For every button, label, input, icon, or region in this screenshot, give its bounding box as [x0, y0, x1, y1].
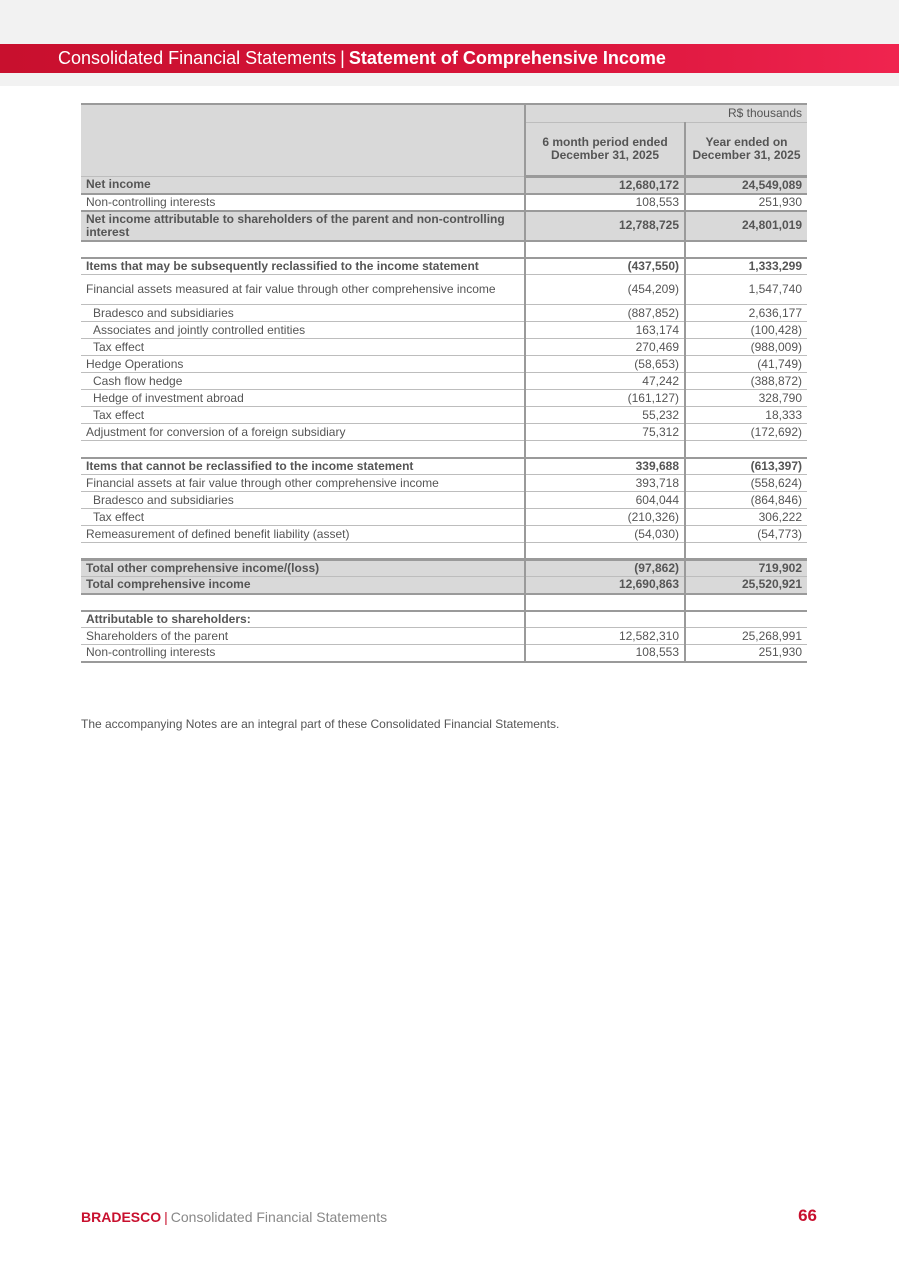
row-value-6m: (161,127)	[525, 390, 685, 407]
row-value-6m: 47,242	[525, 373, 685, 390]
table-row	[81, 628, 807, 645]
row-label: Tax effect	[81, 509, 525, 526]
row-value-year: (558,624)	[685, 475, 807, 492]
spacer-row	[81, 543, 807, 560]
table-row	[81, 424, 807, 441]
row-value-year: 1,547,740	[685, 275, 807, 305]
row-label: Total other comprehensive income/(loss)	[81, 560, 525, 577]
row-label: Total comprehensive income	[81, 577, 525, 594]
row-value-year: (54,773)	[685, 526, 807, 543]
row-value-year: (988,009)	[685, 339, 807, 356]
row-value-6m: (97,862)	[525, 560, 685, 577]
row-value-year: 306,222	[685, 509, 807, 526]
row-label: Net income attributable to shareholders of the parent and non-controlling interest	[81, 211, 525, 241]
table-row	[81, 356, 807, 373]
row-value-6m: 12,582,310	[525, 628, 685, 645]
row-label: Hedge Operations	[81, 356, 525, 373]
row-value-year: (172,692)	[685, 424, 807, 441]
header-bar	[0, 44, 899, 73]
row-label: Remeasurement of defined benefit liability (asset)	[81, 526, 525, 543]
row-value-year: (100,428)	[685, 322, 807, 339]
footer	[81, 1209, 387, 1225]
page-number: 66	[798, 1206, 817, 1225]
row-value-year	[685, 611, 807, 628]
row-value-6m: 12,690,863	[525, 577, 685, 594]
table-row	[81, 407, 807, 424]
row-value-year: (864,846)	[685, 492, 807, 509]
row-value-year: 25,268,991	[685, 628, 807, 645]
table-row	[81, 645, 807, 662]
row-label: Cash flow hedge	[81, 373, 525, 390]
row-label: Items that cannot be reclassified to the income statement	[81, 458, 525, 475]
row-value-year: 1,333,299	[685, 258, 807, 275]
table-row	[81, 458, 807, 475]
row-value-year: 25,520,921	[685, 577, 807, 594]
table-row	[81, 322, 807, 339]
row-label: Bradesco and subsidiaries	[81, 492, 525, 509]
row-value-6m: (58,653)	[525, 356, 685, 373]
table-row	[81, 611, 807, 628]
row-value-6m: (887,852)	[525, 305, 685, 322]
row-value-year: 2,636,177	[685, 305, 807, 322]
table-row	[81, 390, 807, 407]
row-value-6m: 12,680,172	[525, 177, 685, 194]
table-row	[81, 275, 807, 305]
spacer-row	[81, 594, 807, 611]
header-title: Consolidated Financial Statements	[58, 48, 337, 68]
row-value-6m: 108,553	[525, 194, 685, 211]
row-value-6m: 393,718	[525, 475, 685, 492]
row-value-6m	[525, 611, 685, 628]
row-value-year: 251,930	[685, 194, 807, 211]
col1-header: 6 month period ended December 31, 2025	[525, 123, 685, 177]
footer-text: Consolidated Financial Statements	[170, 1209, 388, 1225]
row-label: Financial assets measured at fair value through other comprehensive income	[81, 275, 525, 305]
row-value-6m: 55,232	[525, 407, 685, 424]
table-row	[81, 339, 807, 356]
row-label: Items that may be subsequently reclassified to the income statement	[81, 258, 525, 275]
col2-header: Year ended on December 31, 2025	[685, 123, 807, 177]
row-label: Attributable to shareholders:	[81, 611, 525, 628]
row-label: Hedge of investment abroad	[81, 390, 525, 407]
row-value-6m: 270,469	[525, 339, 685, 356]
unit-header-row	[81, 104, 807, 123]
row-value-6m: (454,209)	[525, 275, 685, 305]
top-band	[0, 0, 899, 86]
header-subtitle: Statement of Comprehensive Income	[348, 48, 666, 68]
row-label: Financial assets at fair value through other comprehensive income	[81, 475, 525, 492]
row-value-6m: 163,174	[525, 322, 685, 339]
row-label: Non-controlling interests	[81, 194, 525, 211]
row-value-6m: 339,688	[525, 458, 685, 475]
row-label: Bradesco and subsidiaries	[81, 305, 525, 322]
row-label: Net income	[81, 177, 525, 194]
row-value-6m: (437,550)	[525, 258, 685, 275]
spacer-row	[81, 241, 807, 258]
table-row	[81, 373, 807, 390]
row-value-year: (388,872)	[685, 373, 807, 390]
row-label: Tax effect	[81, 339, 525, 356]
row-label: Adjustment for conversion of a foreign subsidiary	[81, 424, 525, 441]
unit-label: R$ thousands	[525, 104, 807, 123]
header-label-cell	[81, 104, 525, 177]
row-value-6m: (210,326)	[525, 509, 685, 526]
row-value-6m: 108,553	[525, 645, 685, 662]
footer-separator: |	[164, 1209, 168, 1225]
table-row	[81, 577, 807, 594]
row-label: Non-controlling interests	[81, 645, 525, 662]
table-row	[81, 526, 807, 543]
row-value-year: 18,333	[685, 407, 807, 424]
footnote: The accompanying Notes are an integral part of these Consolidated Financial Statements.	[81, 717, 560, 731]
comprehensive-income-table	[81, 103, 807, 663]
row-label: Associates and jointly controlled entities	[81, 322, 525, 339]
table-row	[81, 492, 807, 509]
table-row	[81, 211, 807, 241]
row-value-6m: (54,030)	[525, 526, 685, 543]
row-value-6m: 604,044	[525, 492, 685, 509]
footer-brand: BRADESCO	[81, 1209, 162, 1225]
row-value-year: 328,790	[685, 390, 807, 407]
row-value-year: (41,749)	[685, 356, 807, 373]
header-separator: |	[340, 48, 345, 68]
row-value-year: 24,549,089	[685, 177, 807, 194]
row-label: Tax effect	[81, 407, 525, 424]
table-row	[81, 177, 807, 194]
row-value-year: (613,397)	[685, 458, 807, 475]
row-label: Shareholders of the parent	[81, 628, 525, 645]
spacer-row	[81, 441, 807, 458]
table-row	[81, 509, 807, 526]
row-value-year: 251,930	[685, 645, 807, 662]
row-value-6m: 75,312	[525, 424, 685, 441]
table-row	[81, 194, 807, 211]
row-value-year: 24,801,019	[685, 211, 807, 241]
row-value-year: 719,902	[685, 560, 807, 577]
table-row	[81, 305, 807, 322]
table-row	[81, 475, 807, 492]
table-row	[81, 560, 807, 577]
table-row	[81, 258, 807, 275]
row-value-6m: 12,788,725	[525, 211, 685, 241]
